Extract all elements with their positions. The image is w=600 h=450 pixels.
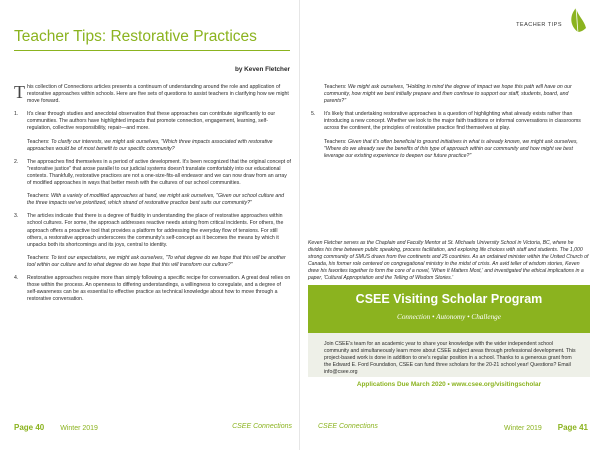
item-question	[27, 255, 292, 269]
left-footer	[14, 423, 98, 432]
question-text: With a variety of modified approaches at hand, we might ask ourselves, "Given our school culture and the three impacts we've prioritized, which strand of restorative practice best suits our community?"	[27, 193, 284, 207]
right-column	[311, 84, 590, 166]
issue-label: Winter 2019	[504, 425, 542, 432]
title-rule	[14, 50, 290, 51]
item-question	[27, 139, 292, 153]
item-text: Restorative approaches require more than simply following a specific recipe for conversation. A great deal relies on those within the process. An openness to differing understandings, a willingness to coregulate, and a degree of self-awareness can be as essential to effective practice as technical knowledge about how to move through a restorative conversation.	[27, 274, 291, 303]
question-text: To clarify our interests, we might ask ourselves, "Which three impacts associated with restorative approaches would be of most benefit to our specific community?	[27, 138, 273, 152]
question-lead: Teachers:	[27, 138, 51, 145]
intro-text: his collection of Connections articles presents a continuum of understanding around the role and application of restorative approaches within schools. Here are five sets of questions to assist teachers in clarifying how we might move forward.	[27, 84, 289, 105]
item-number: 5.	[311, 111, 316, 118]
item-number: 4.	[14, 274, 19, 281]
list-item	[14, 111, 292, 152]
section-tag: TEACHER TIPS	[516, 22, 562, 28]
author-bio: Keven Fletcher serves as the Chaplain and Faculty Mentor at St. Michaels University School in Victoria, BC, where he divides his time between public speaking, process facilitation, and exploring life choices with staff and students. The 1,000 strong community of SMUS draws from five continents and 25 countries. As an ordained minister within the United Church of Canada, his former role centered on congregational ministry in the midst of crisis. An avid teller of wisdom stories, Keven drew his favorites together to form the core of a novel, 'When It Matters Most,' and investigated the ethical implications in a paper, 'Cultural Appropriation and the Telling of Wisdom Stories.'	[308, 240, 589, 281]
page-number: Page 41	[557, 423, 588, 432]
ad-tagline: Connection • Autonomy • Challenge	[397, 313, 501, 321]
article-title: Teacher Tips: Restorative Practices	[14, 28, 257, 45]
right-footer	[504, 423, 588, 432]
list-item	[14, 159, 292, 208]
item-number: 1.	[14, 111, 19, 118]
question-text: We might ask ourselves, "Holding in mind the degree of impact we hope this path will have on our community, how might we best initially prepare and then continue to support our staff, students, board, and parents?"	[324, 84, 572, 105]
drop-cap: T	[14, 82, 25, 102]
list-item	[311, 111, 590, 160]
intro-paragraph	[14, 84, 292, 105]
leaf-icon	[566, 6, 590, 34]
item-question	[324, 139, 590, 160]
question-lead: Teachers:	[324, 138, 348, 145]
right-page	[300, 0, 600, 450]
left-footer-pub: CSEE Connections	[232, 423, 292, 430]
item-text: It's clear through studies and anecdotal observation that these approaches can contribute significantly to our communities. The authors have highlighted impacts that promote connection, engagement, learning, self-regulation, collective responsibility, repair—and more.	[27, 111, 276, 132]
question-text: To test our expectations, we might ask ourselves, "To what degree do we hope that this will be another tool within our culture and to what degree do we hope that this will transform our culture?"	[27, 254, 286, 268]
item-number: 3.	[14, 213, 19, 220]
list-item	[14, 275, 292, 303]
question-lead: Teachers:	[27, 193, 51, 200]
item-text: The articles indicate that there is a degree of fluidity in understanding the place of restorative approaches within school cultures. For some, the approach addresses reactive needs arising from critical incidents. For others, the approach offers a proactive tool that provides a platform for addressing the everyday flow of tensions. For still others, a restorative approach underscores the community's self-concept as it becomes the means by which it unpacks both its shortcomings and its joys, central to identity.	[27, 213, 284, 248]
left-column	[14, 84, 292, 309]
question-lead: Teachers:	[324, 84, 348, 90]
issue-label: Winter 2019	[60, 425, 98, 432]
item-number: 2.	[14, 158, 19, 165]
continued-question	[324, 84, 590, 105]
item-text: The approaches find themselves in a period of active development. It's been recognized that the original concept of "restorative justice" that arose parallel to our judicial systems doesn't translate comfortably into our educational contexts. Thankfully, restorative practices are not a one-size-fits-all endeavor and we can now draw from an array of modified approaches in ways that better mesh with the cultures of our school communities.	[27, 158, 291, 187]
byline: by Keven Fletcher	[234, 66, 290, 73]
ad-body: Join CSEE's team for an academic year to share your knowledge with the wider independent school community and simultaneously learn more about CSEE subject areas through professional development. This project-based work is done in addition to one's regular position in a school. Thanks to a generous grant from the Edward E. Ford Foundation, CSEE can fund three scholars for the 20-21 school year! Questions? Email info@csee.org	[324, 341, 576, 375]
item-text: It's likely that undertaking restorative approaches is a question of highlighting what already exists rather than introducing a new concept. Whether we look to the major faith traditions or informal conversations in classrooms across the continent, the principles of restorative practice find themselves at play.	[324, 111, 581, 132]
list-item	[14, 213, 292, 269]
page-number: Page 40	[14, 423, 45, 432]
ad-cta-link[interactable]: Applications Due March 2020 • www.csee.org/visitingscholar	[356, 381, 542, 388]
question-lead: Teachers:	[27, 254, 51, 261]
ad-title: CSEE Visiting Scholar Program	[350, 292, 548, 306]
item-question	[27, 193, 292, 207]
right-footer-pub: CSEE Connections	[318, 423, 378, 430]
visiting-scholar-ad	[308, 285, 590, 377]
question-text: Given that it's often beneficial to ground initiatives in what is already known, we might ask ourselves, "Where do we already see the benefits of this type of approach within our community and how might we best leverage our existing experience to deepen our future practice?"	[324, 138, 578, 159]
